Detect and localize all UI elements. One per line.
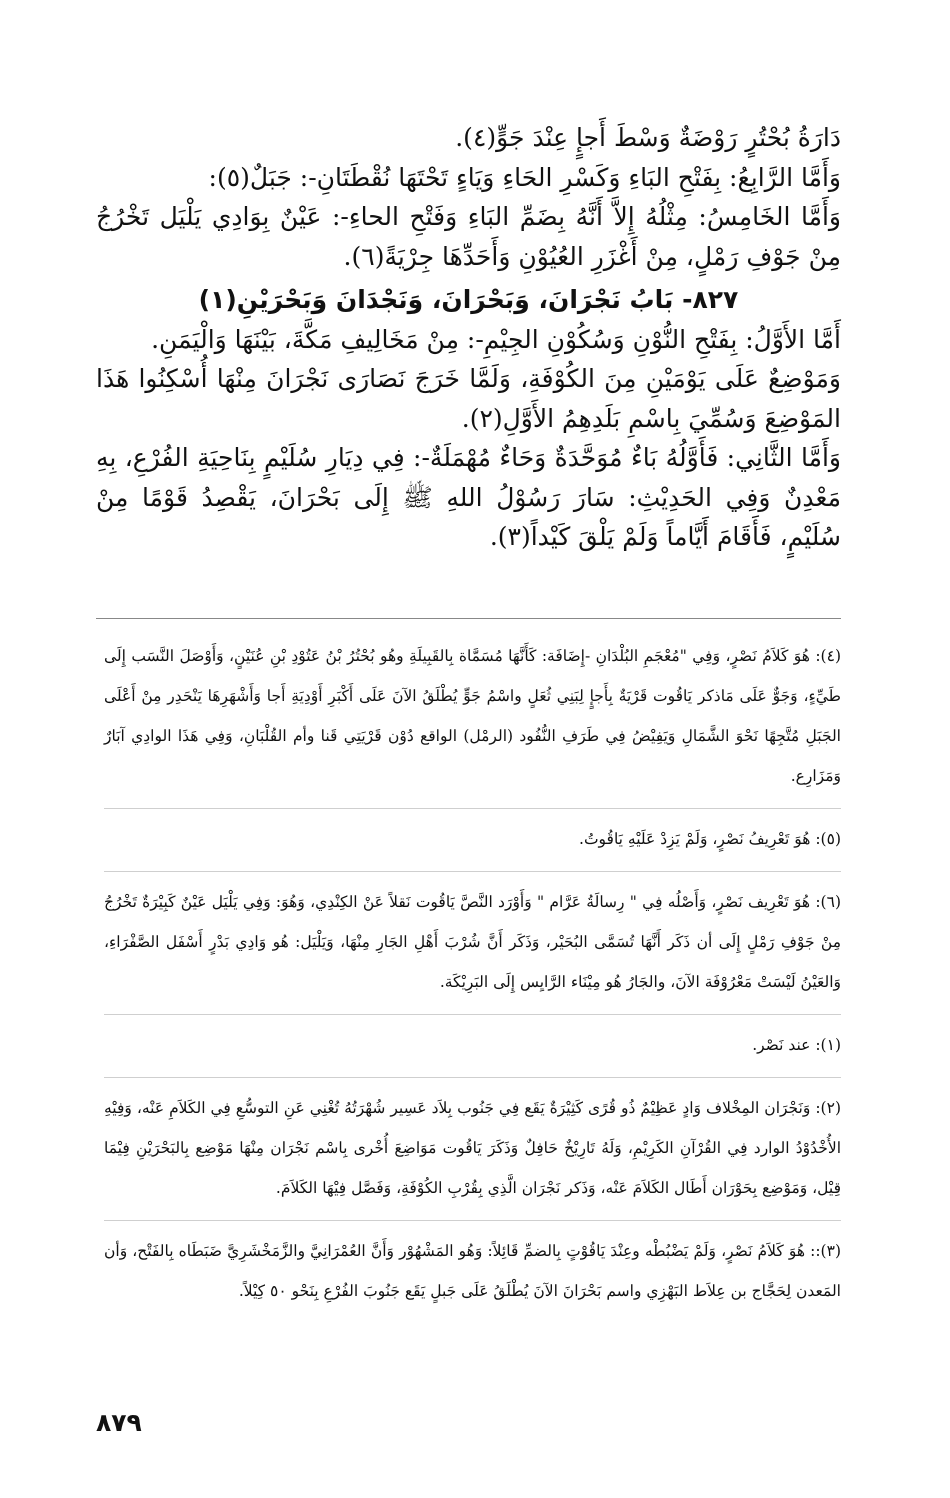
- main-paragraph: وَأَمَّا الخَامِسُ: مِثْلُهُ إِلاَّ أَنَّهُ بِضَمِّ البَاءِ وَفَتْحِ الحاءِ-: عَيْنٌ بِوَادِي يَلْيَل تَخْرُجُ مِنْ جَوْفِ رَمْلٍ، مِنْ أَغْزَرِ العُيُوْنِ وَأَحَدِّهَا جِرْيَةً(٦).: [96, 202, 841, 271]
- footnote: (١): عند نَصْر.: [104, 1025, 841, 1078]
- chapter-heading: ٨٢٧- بَابُ نَجْرَانَ، وَبَحْرَانَ، وَنَجْدَانَ وَبَحْرَيْنِ(١): [198, 285, 739, 314]
- footnote: (٥): هُوَ تَعْرِيفُ نَصْرٍ، وَلَمْ يَزِدْ عَلَيْهِ يَاقُوتُ.: [104, 819, 841, 872]
- footnote: (٤): هُوَ كَلاَمُ نَصْرٍ، وَفِي "مُعْجَمِ البُلْدَانِ -إِضَافَة: كَأَنَّهَا مُسَمَّاة بِالقَبِيلَةِ وهُو بُحْتُرُ بْنُ عَتُوْدِ بْنِ عُنَيْنٍ، وَأَوْصَلَ النَّسَب إِلَى طَيِّءٍ، وَجَوٌّ عَلَى مَاذكر يَاقُوت قَرْيَةٌ بِأَجإٍ لِبَنِي ثُعَلٍ واسْمُ جَوٍّ يُطْلَقُ الآنَ عَلَى أَكْبَرِ أَوْدِيَةِ أَجا وَأَشْهَرِهَا يَنْحَدِر مِنْ أَعْلَى الجَبَلِ مُتَّجِهًا نَحْوَ الشَّمَالِ وَيَفِيْضُ فِي طَرَفِ النُّفُود (الرمْل) الواقع دُوْن قَرْيَتِي قَنا وأم القُلْبَانِ، وَفِي هَذَا الوادِي آبَارٌ وَمَزَارِع.: [104, 636, 841, 809]
- main-paragraph: وَمَوْضِعٌ عَلَى يَوْمَيْنِ مِنَ الكُوْفَةِ، وَلَمَّا خَرَجَ نَصَارَى نَجْرَانَ مِنْهَا أُسْكِنُوا هَذَا المَوْضِعَ وَسُمِّيَ بِاسْمِ بَلَدِهِمُ الأَوَّلِ(٢).: [96, 364, 841, 433]
- main-text: [96, 118, 841, 557]
- page-number: ٨٧٩: [96, 1408, 142, 1437]
- footnote: (٢): وَنَجْرَان المِخْلاف وَادٍ عَظِيْمٌ ذُو قُرًى كَثِيْرَةٌ يَقَع فِي جَنُوب بِلاَد عَسِير شُهْرَتُهُ تُغْنِي عَنِ التوسُّعِ فِي الكَلاَمِ عَنْه، وَفِيْهِ الأُخْدُوْدُ الوارد فِي القُرْآنِ الكَرِيْمِ، وَلَهُ تَارِيْخٌ حَافِلٌ وَذَكَرَ يَاقُوت مَوَاضِعَ أُخْرى بِاسْم نَجْرَان مِنْهَا مَوْضِع بِالبَحْرَيْنِ فِيْمَا قِيْل، وَمَوْضِع بِحَوْرَان أَطَال الكَلاَمَ عَنْه، وَذَكر نَجْرَان الَّذِي بِقُرْبِ الكُوْفَةِ، وَفَصَّل فِيْهَا الكَلاَمَ.: [104, 1088, 841, 1221]
- footnotes: [104, 636, 841, 1333]
- main-paragraph: وَأَمَّا الثَّانِي: فَأَوَّلُهُ بَاءٌ مُوَحَّدَةٌ وَحَاءٌ مُهْمَلَةٌ-: فِي دِيَارِ سُلَيْمٍ بِنَاحِيَةِ الفُرْعِ، بِهِ مَعْدِنٌ وَفِي الحَدِيْثِ: سَارَ رَسُوْلُ اللهِ ﷺ إِلَى بَحْرَانَ، يَقْصِدُ قَوْمًا مِنْ سُلَيْمٍ، فَأَقَامَ أَيَّاماً وَلَمْ يَلْقَ كَيْداً(٣).: [96, 443, 841, 551]
- main-paragraph: دَارَةُ بُحْتُرٍ رَوْضَةٌ وَسْطَ أَجإٍ عِنْدَ جَوٍّ(٤).: [455, 123, 841, 152]
- footnote: (٣):: هُوَ كَلاَمُ نَصْرٍ، وَلَمْ يَضْبُطْه وعِنْدَ يَاقُوْتٍ بِالضمِّ قَائِلاً: وَهُو المَشْهُوْر وَأَنَّ العُمْرَانِيَّ والزَّمَخْشَرِيَّ ضَبَطَاه بِالفَتْح، وَأن المَعدن لِحَجَّاج بن عِلاَط البَهْزِي واسم بَحْرَانَ الآنَ يُطْلَقُ عَلَى جَبلٍ يَقَع جَنُوبَ الفُرْعِ بِنَحْو ٥٠ كِيْلاً.: [104, 1242, 841, 1300]
- main-paragraph: أَمَّا الأَوَّلُ: بِفَتْحِ النُّوْنِ وَسُكُوْنِ الجِيْمِ-: مِنْ مَخَالِيفِ مَكَّةَ، بَيْنَهَا وَالْيَمَنِ.: [151, 324, 841, 354]
- main-paragraph: وَأَمَّا الرَّابِعُ: بِفَتْحِ البَاءِ وَكَسْرِ الحَاءِ وَيَاءٍ تَحْتَهَا نُقْطَتَانِ-: جَبَلٌ(٥):: [208, 162, 841, 192]
- footnote-divider: [96, 618, 841, 619]
- footnote: (٦): هُوَ تَعْرِيف نَصْرٍ، وَأَصْلُه فِي " رِسالَةُ عَرَّام " وَأَوْرَد النَّصَّ يَاقُوت نَقلاً عَنْ الكِنْدِي، وَهُوَ: وَفِي يَلْيَل عَيْنٌ كَبِيْرَةٌ تَخْرُجُ مِنْ جَوْفِ رَمْلٍ إِلَى أن ذَكَر أَنَّهَا تُسَمَّى البُحَيْر، وَذَكَر أَنَّ شُرْبَ أَهْلِ الجَارِ مِنْهَا، وَيَلْيَل: هُو وَادِي بَدْرٍ أَسْفَل الصَّفْرَاءِ، وَالعَيْنُ لَيْسَتْ مَعْرُوْفَة الآنَ، والجَارُ هُو مِيْنَاء الرَّايِس إِلَى البَرِيْكَة.: [104, 882, 841, 1015]
